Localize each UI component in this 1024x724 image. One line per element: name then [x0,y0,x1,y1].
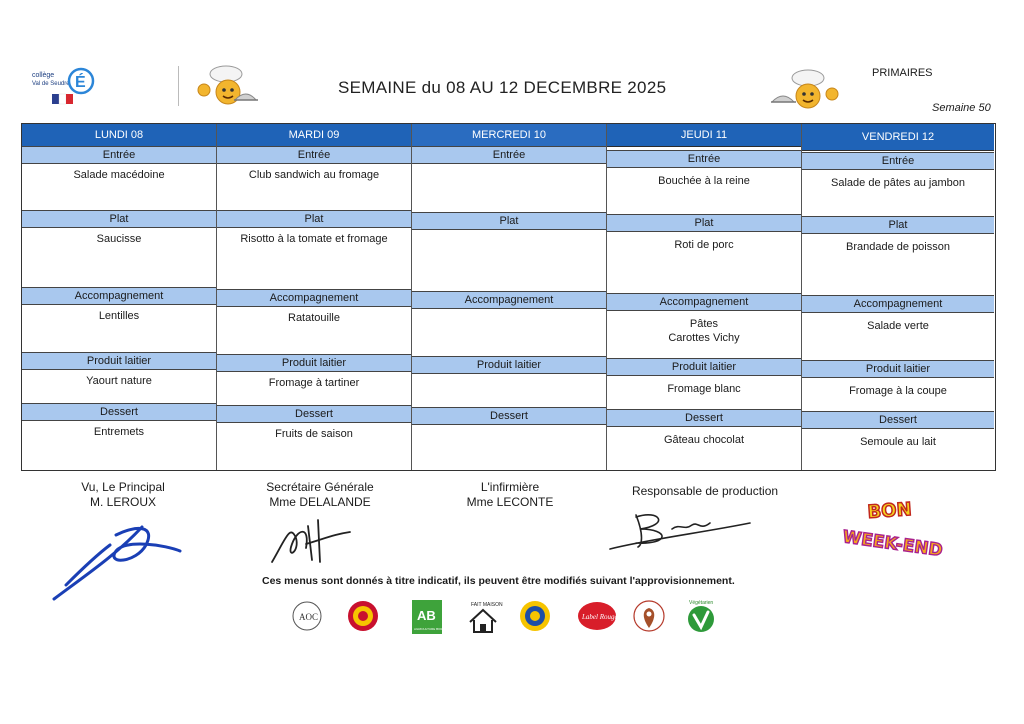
menu-cell: Risotto à la tomate et fromage [240,233,388,245]
section-header-plat: Plat [217,210,411,228]
secretary-name: Mme DELALANDE [269,495,371,509]
section-header-produit-laitier: Produit laitier [607,358,801,376]
menu-cell: Gâteau chocolat [663,434,745,446]
day-header: MARDI 09 [217,124,411,147]
label-rouge-icon [576,598,618,636]
principal-signature-block [58,480,188,510]
day-column-tuesday [217,124,412,470]
menu-cell: Pâtes [689,318,719,330]
menu-cell: Club sandwich au fromage [248,169,380,181]
menu-cell: Salade verte [867,320,929,332]
principal-name: M. LEROUX [89,495,156,509]
weekend-sticker-line1: BON [866,498,913,523]
section-header-plat: Plat [802,216,994,234]
principal-title: Vu, Le Principal [81,480,165,494]
section-header-accompagnement: Accompagnement [412,291,606,309]
fait-maison-text: FAIT MAISON [471,602,503,608]
aop-seal-icon [346,598,380,636]
menu-cell: Fromage à la coupe [849,385,947,397]
menu-cell: Fromage à tartiner [268,377,360,389]
day-column-monday [22,124,217,470]
menu-cell: Entremets [93,426,145,438]
day-header: JEUDI 11 [607,124,801,147]
menu-cell: Yaourt nature [86,375,152,387]
menu-cell-extra: Carottes Vichy [668,332,740,344]
secretary-signature-block [245,480,395,510]
section-header-dessert: Dessert [412,407,606,425]
section-header-plat: Plat [607,214,801,232]
day-header: LUNDI 08 [22,124,216,147]
section-header-entree: Entrée [607,150,801,168]
menu-cell: Salade de pâtes au jambon [831,177,965,189]
day-column-thursday [607,124,802,470]
menu-cell [412,164,606,168]
nurse-signature-block [440,480,580,510]
label-rouge-text: Label Rouge [582,613,618,621]
menu-table [21,123,996,471]
section-header-produit-laitier: Produit laitier [412,356,606,374]
school-level: PRIMAIRES [872,67,933,79]
section-header-plat: Plat [412,212,606,230]
nurse-name: Mme LECONTE [466,495,554,509]
logo-school-line1: collège [32,72,55,79]
day-column-friday [802,124,994,470]
vegetarian-text: Végétarien [689,600,714,606]
principal-signature [46,515,186,605]
section-header-dessert: Dessert [22,403,216,421]
week-number: Semaine 50 [932,102,991,114]
igp-seal-icon [518,598,552,636]
section-header-entree: Entrée [217,146,411,164]
organic-ab-subtext: AGRICULTURE BIOLOGIQUE [414,627,455,631]
chef-mascot-left-icon [190,62,260,110]
organic-ab-label-icon [410,598,455,636]
menu-cell [412,374,606,378]
nurse-title: L'infirmière [480,480,540,494]
menu-cell [412,425,606,429]
production-signature [600,505,760,555]
page-title: SEMAINE du 08 AU 12 DECEMBRE 2025 [338,78,667,97]
weekend-sticker-line2: WEEK-END [841,527,944,561]
section-header-dessert: Dessert [607,409,801,427]
header-divider [178,66,179,106]
menu-cell: Ratatouille [288,312,340,324]
chef-mascot-right-icon [770,66,842,112]
section-header-entree: Entrée [22,146,216,164]
production-signature-block [615,484,795,499]
menu-cell: Salade macédoine [73,169,165,181]
weekend-sticker [838,496,954,561]
section-header-accompagnement: Accompagnement [802,295,994,313]
menu-cell: Bouchée à la reine [658,175,750,187]
day-header: VENDREDI 12 [802,124,994,151]
section-header-plat: Plat [22,210,216,228]
production-title: Responsable de production [631,484,779,498]
logo-letter: É [75,74,86,91]
menu-cell: Semoule au lait [860,436,936,448]
section-header-produit-laitier: Produit laitier [22,352,216,370]
fait-maison-icon [466,598,503,636]
secretary-signature [266,508,356,568]
menu-cell: Brandade de poisson [846,241,950,253]
aoc-label-icon [290,598,324,636]
college-logo [28,64,98,110]
day-header: MERCREDI 10 [412,124,606,147]
menu-cell: Roti de porc [674,239,734,251]
menu-cell: Lentilles [98,310,140,322]
menu-cell [412,230,606,234]
origin-location-icon [632,598,666,636]
menu-cell [412,309,606,313]
menu-cell: Fruits de saison [275,428,353,440]
section-header-entree: Entrée [802,152,994,170]
section-header-produit-laitier: Produit laitier [802,360,994,378]
secretary-title: Secrétaire Générale [266,480,374,494]
organic-ab-text: AB [417,608,436,623]
section-header-produit-laitier: Produit laitier [217,354,411,372]
logo-school-line2: Val de Seudre [32,81,70,87]
section-header-entree: Entrée [412,146,606,164]
disclaimer-notice: Ces menus sont donnés à titre indicatif, ils peuvent être modifiés suivant l'approvisionnement. [262,575,735,587]
vegetarian-label-icon [684,598,718,636]
menu-cell: Saucisse [96,233,142,245]
section-header-accompagnement: Accompagnement [22,287,216,305]
aoc-label-text: AOC [299,612,319,622]
menu-cell: Fromage blanc [667,383,741,395]
section-header-accompagnement: Accompagnement [607,293,801,311]
section-header-dessert: Dessert [217,405,411,423]
day-column-wednesday [412,124,607,470]
section-header-dessert: Dessert [802,411,994,429]
section-header-accompagnement: Accompagnement [217,289,411,307]
